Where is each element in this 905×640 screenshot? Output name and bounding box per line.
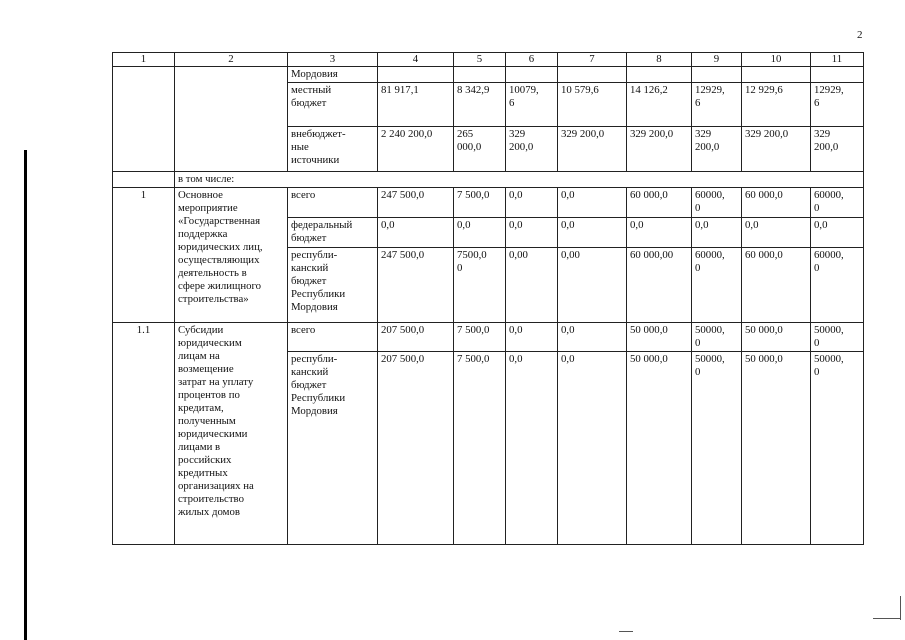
scan-mark xyxy=(873,618,901,619)
value-cell: 60000, 0 xyxy=(811,188,864,218)
value-cell: 50000, 0 xyxy=(692,352,742,545)
value-cell: 207 500,0 xyxy=(378,352,454,545)
table-row xyxy=(113,67,864,83)
item-name: Основное мероприятие «Государственная поддержка юридических лиц, осуществляющих деятельность в сфере жилищного строительства» xyxy=(175,188,288,323)
including-label: в том числе: xyxy=(175,172,864,188)
value-cell: 0,0 xyxy=(742,218,811,248)
value-cell: 0,0 xyxy=(506,218,558,248)
value-cell: 329 200,0 xyxy=(692,127,742,172)
table-row xyxy=(113,188,864,218)
column-header: 8 xyxy=(627,53,692,67)
value-cell: 60000, 0 xyxy=(692,248,742,323)
cell xyxy=(811,67,864,83)
value-cell: 0,0 xyxy=(506,352,558,545)
value-cell: 10079, 6 xyxy=(506,83,558,127)
cell xyxy=(627,67,692,83)
value-cell: 265 000,0 xyxy=(454,127,506,172)
cell xyxy=(113,67,175,172)
column-header: 3 xyxy=(288,53,378,67)
column-header: 9 xyxy=(692,53,742,67)
funding-source: всего xyxy=(288,323,378,352)
column-header: 10 xyxy=(742,53,811,67)
funding-source: республи- канский бюджет Республики Мордовия xyxy=(288,248,378,323)
funding-source: федеральный бюджет xyxy=(288,218,378,248)
value-cell: 247 500,0 xyxy=(378,248,454,323)
value-cell: 50 000,0 xyxy=(742,352,811,545)
funding-source: внебюджет- ные источники xyxy=(288,127,378,172)
value-cell: 329 200,0 xyxy=(811,127,864,172)
value-cell: 329 200,0 xyxy=(742,127,811,172)
value-cell: 0,0 xyxy=(811,218,864,248)
value-cell: 60000, 0 xyxy=(692,188,742,218)
value-cell: 60 000,0 xyxy=(742,248,811,323)
column-header: 7 xyxy=(558,53,627,67)
value-cell: 0,0 xyxy=(558,323,627,352)
value-cell: 0,0 xyxy=(454,218,506,248)
item-name: Субсидии юридическим лицам на возмещение затрат на уплату процентов по кредитам, полученным юридическими лицами в российских кредитных организациях на строительство жилых домов xyxy=(175,323,288,545)
value-cell: 207 500,0 xyxy=(378,323,454,352)
cell xyxy=(692,67,742,83)
cell xyxy=(175,67,288,172)
cell xyxy=(558,67,627,83)
value-cell: 247 500,0 xyxy=(378,188,454,218)
cell xyxy=(506,67,558,83)
value-cell: 60 000,0 xyxy=(742,188,811,218)
table-row xyxy=(113,172,864,188)
item-number: 1.1 xyxy=(113,323,175,545)
value-cell: 81 917,1 xyxy=(378,83,454,127)
value-cell: 12929, 6 xyxy=(692,83,742,127)
value-cell: 329 200,0 xyxy=(627,127,692,172)
scan-edge-bar xyxy=(24,150,27,640)
column-header: 6 xyxy=(506,53,558,67)
value-cell: 60000, 0 xyxy=(811,248,864,323)
value-cell: 0,0 xyxy=(558,188,627,218)
table-row xyxy=(113,323,864,352)
funding-source: местный бюджет xyxy=(288,83,378,127)
value-cell: 50000, 0 xyxy=(692,323,742,352)
value-cell: 0,0 xyxy=(692,218,742,248)
value-cell: 7 500,0 xyxy=(454,352,506,545)
value-cell: 0,0 xyxy=(558,352,627,545)
column-header: 5 xyxy=(454,53,506,67)
value-cell: 0,00 xyxy=(558,248,627,323)
page-number: 2 xyxy=(857,29,863,41)
value-cell: 14 126,2 xyxy=(627,83,692,127)
value-cell: 12929, 6 xyxy=(811,83,864,127)
budget-table xyxy=(112,52,864,545)
column-number-row xyxy=(113,53,864,67)
value-cell: 60 000,0 xyxy=(627,188,692,218)
value-cell: 50 000,0 xyxy=(627,323,692,352)
funding-source: Мордовия xyxy=(288,67,378,83)
cell xyxy=(378,67,454,83)
value-cell: 0,0 xyxy=(627,218,692,248)
value-cell: 329 200,0 xyxy=(558,127,627,172)
value-cell: 10 579,6 xyxy=(558,83,627,127)
value-cell: 0,0 xyxy=(506,323,558,352)
value-cell: 7500,0 0 xyxy=(454,248,506,323)
funding-source: республи- канский бюджет Республики Мордовия xyxy=(288,352,378,545)
item-number: 1 xyxy=(113,188,175,323)
scan-mark xyxy=(900,596,901,620)
value-cell: 0,00 xyxy=(506,248,558,323)
value-cell: 7 500,0 xyxy=(454,188,506,218)
value-cell: 329 200,0 xyxy=(506,127,558,172)
value-cell: 60 000,00 xyxy=(627,248,692,323)
value-cell: 0,0 xyxy=(378,218,454,248)
value-cell: 50 000,0 xyxy=(627,352,692,545)
value-cell: 0,0 xyxy=(558,218,627,248)
value-cell: 7 500,0 xyxy=(454,323,506,352)
value-cell: 50 000,0 xyxy=(742,323,811,352)
scan-mark xyxy=(619,631,633,632)
column-header: 11 xyxy=(811,53,864,67)
value-cell: 12 929,6 xyxy=(742,83,811,127)
funding-source: всего xyxy=(288,188,378,218)
cell xyxy=(742,67,811,83)
value-cell: 8 342,9 xyxy=(454,83,506,127)
column-header: 1 xyxy=(113,53,175,67)
value-cell: 50000, 0 xyxy=(811,352,864,545)
value-cell: 50000, 0 xyxy=(811,323,864,352)
value-cell: 0,0 xyxy=(506,188,558,218)
cell xyxy=(113,172,175,188)
cell xyxy=(454,67,506,83)
column-header: 2 xyxy=(175,53,288,67)
column-header: 4 xyxy=(378,53,454,67)
value-cell: 2 240 200,0 xyxy=(378,127,454,172)
